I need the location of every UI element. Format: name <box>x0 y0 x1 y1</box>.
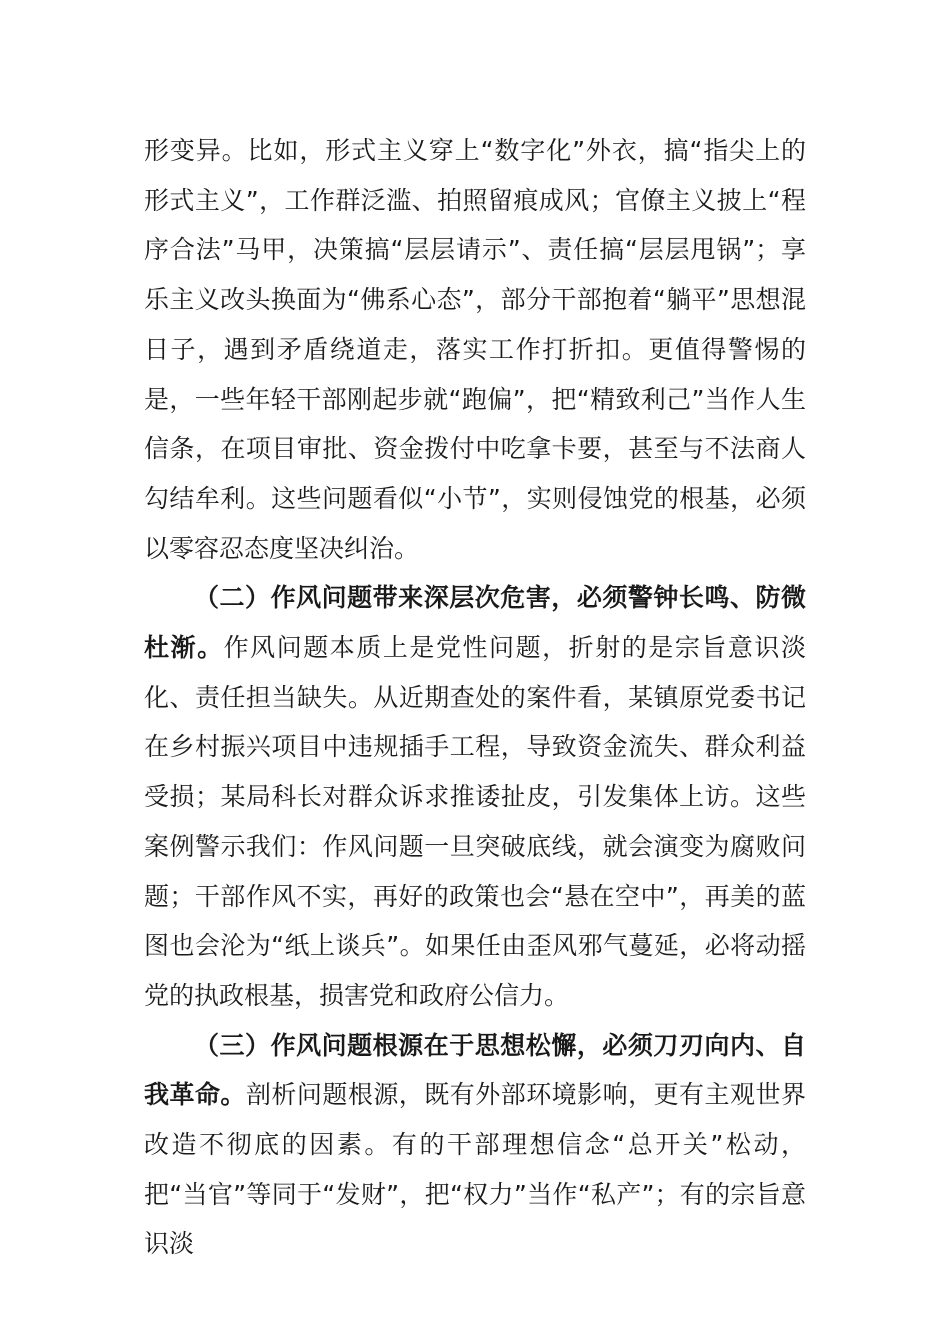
section-2-heading: （二）作风问题带来深层次危害，必须警钟长鸣、防微杜渐。 <box>144 583 806 663</box>
paragraph-3 <box>144 1021 806 1270</box>
paragraph-3-text: 剖析问题根源，既有外部环境影响，更有主观世界改造不彻底的因素。有的干部理想信念“总开关”松动，把“当官”等同于“发财”，把“权力”当作“私产”；有的宗旨意识淡 <box>144 1080 806 1259</box>
paragraph-2 <box>144 573 806 1020</box>
paragraph-2-text: 作风问题本质上是党性问题，折射的是宗旨意识淡化、责任担当缺失。从近期查处的案件看，某镇原党委书记在乡村振兴项目中违规插手工程，导致资金流失、群众利益受损；某局科长对群众诉求推诿扯皮，引发集体上访。这些案例警示我们：作风问题一旦突破底线，就会演变为腐败问题；干部作风不实，再好的政策也会“悬在空中”，再美的蓝图也会沦为“纸上谈兵”。如果任由歪风邪气蔓延，必将动摇党的执政根基，损害党和政府公信力。 <box>144 633 806 1010</box>
paragraph-1-text: 形变异。比如，形式主义穿上“数字化”外衣，搞“指尖上的形式主义”，工作群泛滥、拍照留痕成风；官僚主义披上“程序合法”马甲，决策搞“层层请示”、责任搞“层层甩锅”；享乐主义改头换面为“佛系心态”，部分干部抱着“躺平”思想混日子，遇到矛盾绕道走，落实工作打折扣。更值得警惕的是，一些年轻干部刚起步就“跑偏”，把“精致利己”当作人生信条，在项目审批、资金拨付中吃拿卡要，甚至与不法商人勾结牟利。这些问题看似“小节”，实则侵蚀党的根基，必须以零容忍态度坚决纠治。 <box>144 136 806 563</box>
document-body <box>144 126 806 1269</box>
section-3-heading: （三）作风问题根源在于思想松懈，必须刀刃向内、自我革命。 <box>144 1030 806 1110</box>
paragraph-1 <box>144 126 806 573</box>
